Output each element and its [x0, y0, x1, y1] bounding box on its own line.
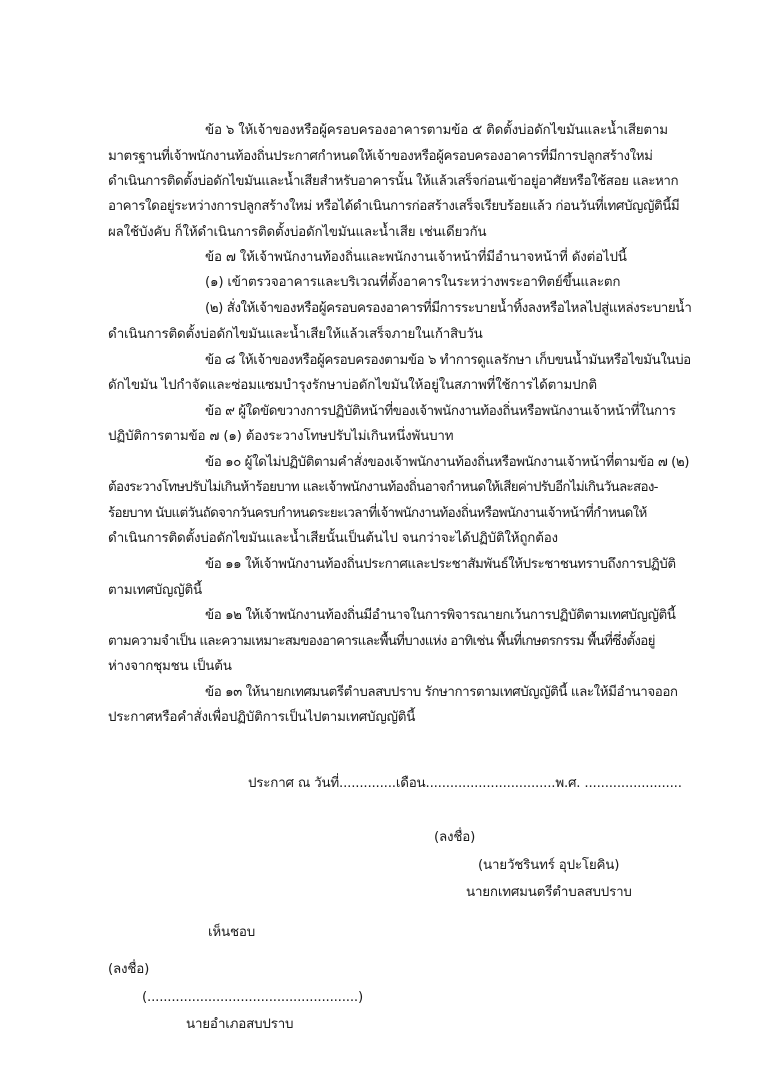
approval-position: นายอำเภอสบปราบ — [186, 1017, 294, 1032]
text-line: ต้องระวางโทษปรับไม่เกินห้าร้อยบาท และเจ้าพนักงานท้องถิ่นอาจกำหนดให้เสียค่าปรับอีกไม่เกินวันละสอง- — [108, 480, 658, 495]
text-line: มาตรฐานที่เจ้าพนักงานท้องถิ่นประกาศกำหนดให้เจ้าของหรือผู้ครอบครองอาคารที่มีการปลูกสร้างใหม่ — [108, 149, 653, 164]
text-line: ดำเนินการติดตั้งบ่อดักไขมันและน้ำเสียสำหรับอาคารนั้น ให้แล้วเสร็จก่อนเข้าอยู่อาศัยหรือใช้สอย และหาก — [108, 174, 679, 189]
text-line: ดำเนินการติดตั้งบ่อดักไขมันและน้ำเสียให้แล้วเสร็จภายในเก้าสิบวัน — [108, 327, 483, 342]
text-line: อาคารใดอยู่ระหว่างการปลูกสร้างใหม่ หรือได้ดำเนินการก่อสร้างเสร็จเรียบร้อยแล้ว ก่อนวันที่เทศบัญญัตินี้มี — [108, 199, 680, 214]
text-line: ข้อ ๖ ให้เจ้าของหรือผู้ครอบครองอาคารตามข้อ ๕ ติดตั้งบ่อดักไขมันและน้ำเสียตาม — [205, 123, 668, 138]
text-line: ดำเนินการติดตั้งบ่อดักไขมันและน้ำเสียนั้นเป็นต้นไป จนกว่าจะได้ปฏิบัติให้ถูกต้อง — [108, 531, 558, 546]
text-line: ปฏิบัติการตามข้อ ๗ (๑) ต้องระวางโทษปรับไม่เกินหนึ่งพันบาท — [108, 429, 454, 444]
text-line: ข้อ ๑๒ ให้เจ้าพนักงานท้องถิ่นมีอำนาจในการพิจารณายกเว้นการปฏิบัติตามเทศบัญญัตินี้ — [205, 608, 676, 623]
text-line: ข้อ ๑๐ ผู้ใดไม่ปฏิบัติตามคำสั่งของเจ้าพนักงานท้องถิ่นหรือพนักงานเจ้าหน้าที่ตามข้อ ๗ (๒) — [205, 455, 690, 470]
text-line: ตามเทศบัญญัตินี้ — [108, 583, 202, 598]
text-line: (๑) เข้าตรวจอาคารและบริเวณที่ตั้งอาคารในระหว่างพระอาทิตย์ขึ้นและตก — [205, 275, 621, 290]
text-line: ข้อ ๙ ผู้ใดขัดขวางการปฏิบัติหน้าที่ของเจ้าพนักงานท้องถิ่นหรือพนักงานเจ้าหน้าที่ในการ — [205, 404, 676, 419]
signer-name: (นายวัชรินทร์ อุปะโยคิน) — [478, 858, 620, 873]
text-line: (๒) สั่งให้เจ้าของหรือผู้ครอบครองอาคารที่มีการระบายน้ำทิ้งลงหรือไหลไปสู่แหล่งระบายน้ำ — [205, 301, 692, 316]
text-line: ร้อยบาท นับแต่วันถัดจากวันครบกำหนดระยะเวลาที่เจ้าพนักงานท้องถิ่นหรือพนักงานเจ้าหน้าที่กำหนดให้ — [108, 506, 647, 521]
announcement-date-line: ประกาศ ณ วันที่..............เดือน................................พ.ศ. ........................ — [248, 776, 682, 791]
text-line: ข้อ ๗ ให้เจ้าพนักงานท้องถิ่นและพนักงานเจ้าหน้าที่มีอำนาจหน้าที่ ดังต่อไปนี้ — [205, 250, 627, 265]
signer-position: นายกเทศมนตรีตำบลสบปราบ — [466, 885, 632, 900]
approval-signature-label: (ลงชื่อ) — [108, 962, 150, 977]
text-line: ประกาศหรือคำสั่งเพื่อปฏิบัติการเป็นไปตามเทศบัญญัตินี้ — [108, 710, 416, 725]
approval-name-blank: (....................................................) — [142, 990, 363, 1005]
text-line: ผลใช้บังคับ ก็ให้ดำเนินการติดตั้งบ่อดักไขมันและน้ำเสีย เช่นเดียวกัน — [108, 225, 487, 240]
text-line: ห่างจากชุมชน เป็นต้น — [108, 659, 232, 674]
signature-label: (ลงชื่อ) — [434, 830, 476, 845]
text-line: ตามความจำเป็น และความเหมาะสมของอาคารและพื้นที่บางแห่ง อาทิเช่น พื้นที่เกษตรกรรม พื้นที่ซึ่งตั้งอยู่ — [108, 634, 655, 649]
text-line: ข้อ ๑๑ ให้เจ้าพนักงานท้องถิ่นประกาศและประชาสัมพันธ์ให้ประชาชนทราบถึงการปฏิบัติ — [205, 557, 676, 572]
text-line: ข้อ ๘ ให้เจ้าของหรือผู้ครอบครองตามข้อ ๖ ทำการดูแลรักษา เก็บขนน้ำมันหรือไขมันในบ่อ — [205, 353, 691, 368]
text-line: ดักไขมัน ไปกำจัดและซ่อมแซมบำรุงรักษาบ่อดักไขมันให้อยู่ในสภาพที่ใช้การได้ตามปกติ — [108, 378, 597, 393]
approval-label: เห็นชอบ — [208, 925, 255, 940]
text-line: ข้อ ๑๓ ให้นายกเทศมนตรีตำบลสบปราบ รักษาการตามเทศบัญญัตินี้ และให้มีอำนาจออก — [205, 685, 678, 700]
